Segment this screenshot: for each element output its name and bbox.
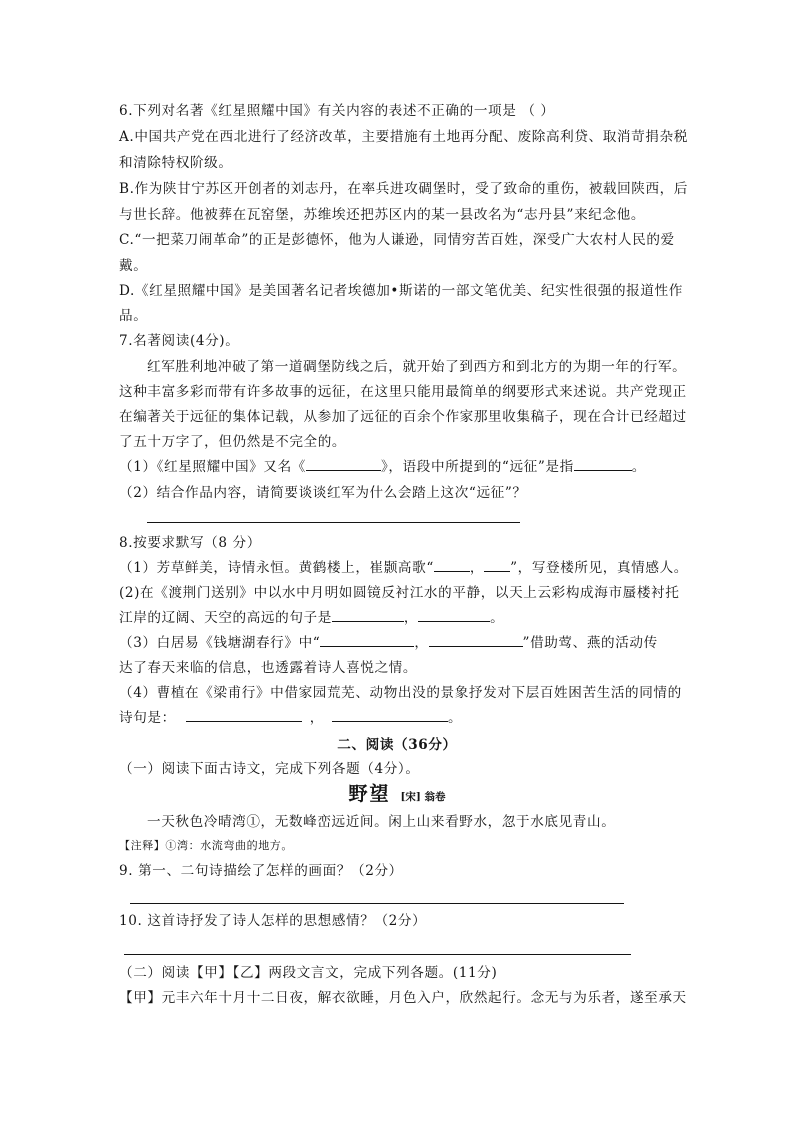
q8-sub3-line1 (119, 633, 658, 653)
q6-option-a-line1: A.中国共产党在西北进行了经济改革，主要措施有土地再分配、废除高利贷、取消苛捐杂税 (119, 129, 688, 145)
poem-title: 野望 (348, 783, 391, 805)
answer-blank[interactable] (186, 708, 302, 722)
q8-sub2-text-c: 。 (490, 610, 505, 626)
q7-sub1-text-a: （1）《红星照耀中国》又名《 (119, 459, 306, 475)
section-heading: 二、阅读（36分） (337, 737, 457, 753)
answer-line[interactable] (124, 954, 631, 955)
q8-sub3-text-a: （3）白居易《钱塘湖春行》中“ (119, 635, 321, 651)
q10: 10. 这首诗抒发了诗人怎样的思想感情？（2分） (119, 913, 427, 929)
q7-passage-line4: 了五十万字了，但仍然是不完全的。 (119, 434, 347, 450)
q8-sub4-line1: （4）曹植在《梁甫行》中借家园荒芜、动物出没的景象抒发对下层百姓困苦生活的同情的 (119, 685, 682, 701)
answer-blank[interactable] (306, 457, 381, 471)
q8-sub1 (119, 558, 688, 578)
answer-blank[interactable] (320, 633, 414, 647)
q7-sub1 (119, 457, 646, 477)
q8-sub3-text-c: ”借助莺、燕的活动传 (522, 635, 658, 651)
answer-blank[interactable] (434, 558, 470, 572)
q7-sub1-text-c: 。 (631, 459, 646, 475)
q8-sub4-text-b: ， (309, 710, 324, 726)
q8-sub3-line2: 达了春天来临的信息，也透露着诗人喜悦之情。 (119, 660, 418, 676)
poem-title-line (0, 784, 794, 807)
q8-sub1-text-a: （1）芳草鲜美，诗情永恒。黄鹤楼上，崔颢高歌“ (119, 560, 434, 576)
q9: 9. 第一、二句诗描绘了怎样的画面？（2分） (119, 863, 403, 879)
q8-sub2-text-a: 江岸的辽阔、天空的高远的句子是 (119, 610, 332, 626)
q7-sub1-text-b: 》，语段中所提到的“远征”是指 (380, 459, 574, 475)
answer-blank[interactable] (332, 608, 404, 622)
q7-passage-line2: 这种丰富多彩而带有许多故事的远征，在这里只能用最简单的纲要形式来述说。共产党现正 (119, 384, 687, 400)
answer-blank[interactable] (418, 608, 490, 622)
q6-option-d-line1: D.《红星照耀中国》是美国著名记者埃德加•斯诺的一部文笔优美、纪实性很强的报道性作 (119, 283, 683, 299)
q8-stem: 8.按要求默写（8 分） (119, 535, 261, 551)
q8-sub4-line2 (119, 708, 462, 728)
q8-sub2-text-b: ， (403, 610, 419, 626)
answer-blank[interactable] (332, 708, 448, 722)
poem-author: [宋] 翁卷 (400, 791, 446, 803)
answer-blank[interactable] (484, 558, 510, 572)
q6-option-c-line2: 戴。 (119, 258, 148, 274)
q7-passage-line1: 红军胜利地冲破了第一道碉堡防线之后，就开始了到西方和到北方的为期一年的行军。 (147, 359, 687, 375)
q8-sub3-text-b: ， (414, 635, 429, 651)
answer-blank[interactable] (574, 457, 632, 471)
q8-sub4-text-c: 。 (447, 710, 463, 726)
q6-option-c-line1: C.“一把菜刀闹革命”的正是彭德怀，他为人谦逊，同情穷苦百姓，深受广大农村人民的爱 (119, 232, 675, 248)
poem-text: 一天秋色冷晴湾①，无数峰峦远近间。闲上山来看野水，忽于水底见青山。 (147, 814, 616, 830)
q8-sub2-line1: (2)在《渡荆门送别》中以水中月明如圆镜反衬江水的平静，以天上云彩构成海市蜃楼衬托 (119, 585, 680, 601)
q8-sub1-text-c: ”，写登楼所见，真情感人。 (510, 560, 688, 576)
answer-line[interactable] (147, 522, 520, 523)
q6-option-d-line2: 品。 (119, 308, 148, 324)
q8-sub4-text-a: 诗句是： (119, 710, 176, 726)
part1-instructions: （一）阅读下面古诗文，完成下列各题（4分）。 (119, 761, 420, 777)
q7-passage-line3: 在编著关于远征的集体记载，从参加了远征的百余个作家那里收集稿子，现在合计已经超过 (119, 409, 687, 425)
answer-blank[interactable] (429, 633, 523, 647)
q7-stem: 7.名著阅读(4分)。 (119, 333, 240, 349)
q6-option-b-line2: 与世长辞。他被葬在瓦窑堡，苏维埃还把苏区内的某一县改名为“志丹县”来纪念他。 (119, 207, 646, 223)
q6-option-b-line1: B.作为陕甘宁苏区开创者的刘志丹，在率兵进攻碉堡时，受了致命的重伤，被载回陕西，后 (119, 181, 689, 197)
answer-line[interactable] (130, 903, 624, 904)
part2-instructions: （二）阅读【甲】【乙】两段文言文，完成下列各题。(11分) (119, 965, 498, 981)
q7-sub2: （2）结合作品内容，请简要谈谈红军为什么会踏上这次“远征”？ (119, 485, 527, 501)
jia-passage-line1: 【甲】元丰六年十月十二日夜，解衣欲睡，月色入户，欣然起行。念无与为乐者，遂至承天 (119, 990, 687, 1006)
q8-sub1-text-b: ， (469, 560, 485, 576)
q6-stem: 6.下列对名著《红星照耀中国》有关内容的表述不正确的一项是 （ ） (119, 103, 555, 119)
q6-option-a-line2: 和清除特权阶级。 (119, 155, 233, 171)
poem-note: 【注释】①湾：水流弯曲的地方。 (119, 839, 293, 852)
q8-sub2-line2 (119, 608, 504, 628)
